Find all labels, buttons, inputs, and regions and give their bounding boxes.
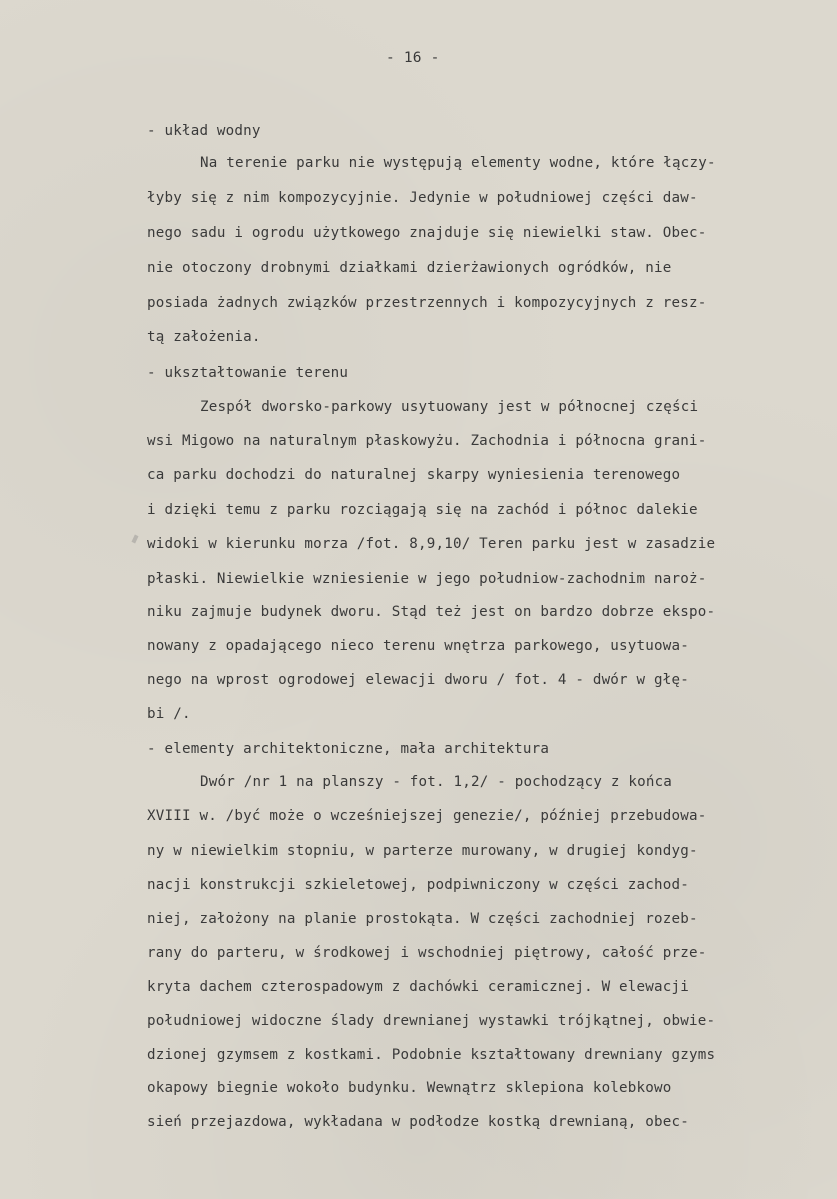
text-line: tą założenia. <box>147 329 261 345</box>
text-line: nie otoczony drobnymi działkami dzierżawionych ogródków, nie <box>147 260 672 276</box>
text-line: niej, założony na planie prostokąta. W części zachodniej rozeb- <box>147 911 698 927</box>
text-line: nacji konstrukcji szkieletowej, podpiwniczony w części zachod- <box>147 877 689 893</box>
text-line: sień przejazdowa, wykładana w podłodze kostką drewnianą, obec- <box>147 1114 689 1130</box>
text-line: widoki w kierunku morza /fot. 8,9,10/ Teren parku jest w zasadzie <box>147 536 716 552</box>
text-line: nego na wprost ogrodowej elewacji dworu / fot. 4 - dwór w głę- <box>147 672 689 688</box>
text-line: dzionej gzymsem z kostkami. Podobnie kształtowany drewniany gzyms <box>147 1047 716 1063</box>
text-line: nego sadu i ogrodu użytkowego znajduje się niewielki staw. Obec- <box>147 225 707 241</box>
section-heading-terrain: - ukształtowanie terenu <box>147 365 349 381</box>
text-line: kryta dachem czterospadowym z dachówki ceramicznej. W elewacji <box>147 979 689 995</box>
text-line: wsi Migowo na naturalnym płaskowyżu. Zachodnia i północna grani- <box>147 433 707 449</box>
text-line: okapowy biegnie wokoło budynku. Wewnątrz sklepiona kolebkowo <box>147 1080 672 1096</box>
section-heading-architecture: - elementy architektoniczne, mała architektura <box>147 741 550 757</box>
page-number: - 16 - <box>386 50 440 66</box>
text-line: niku zajmuje budynek dworu. Stąd też jest on bardzo dobrze ekspo- <box>147 604 716 620</box>
text-line: Na terenie parku nie występują elementy wodne, które łączy- <box>200 155 716 171</box>
section-heading-water-system: - układ wodny <box>147 123 261 139</box>
text-line: ny w niewielkim stopniu, w parterze murowany, w drugiej kondyg- <box>147 843 698 859</box>
text-line: ca parku dochodzi do naturalnej skarpy wyniesienia terenowego <box>147 467 681 483</box>
text-line: nowany z opadającego nieco terenu wnętrza parkowego, usytuowa- <box>147 638 689 654</box>
text-line: XVIII w. /być może o wcześniejszej genezie/, później przebudowa- <box>147 808 707 824</box>
paper-mark <box>131 535 138 544</box>
text-line: Dwór /nr 1 na planszy - fot. 1,2/ - pochodzący z końca <box>200 774 673 790</box>
text-line: rany do parteru, w środkowej i wschodniej piętrowy, całość prze- <box>147 945 707 961</box>
text-line: i dzięki temu z parku rozciągają się na zachód i północ dalekie <box>147 502 698 518</box>
text-line: łyby się z nim kompozycyjnie. Jedynie w południowej części daw- <box>147 190 698 206</box>
text-line: bi /. <box>147 706 191 722</box>
text-line: posiada żadnych związków przestrzennych i kompozycyjnych z resz- <box>147 295 707 311</box>
text-line: płaski. Niewielkie wzniesienie w jego południow-zachodnim naroż- <box>147 571 707 587</box>
text-line: Zespół dworsko-parkowy usytuowany jest w północnej części <box>200 399 699 415</box>
text-line: południowej widoczne ślady drewnianej wystawki trójkątnej, obwie- <box>147 1013 716 1029</box>
